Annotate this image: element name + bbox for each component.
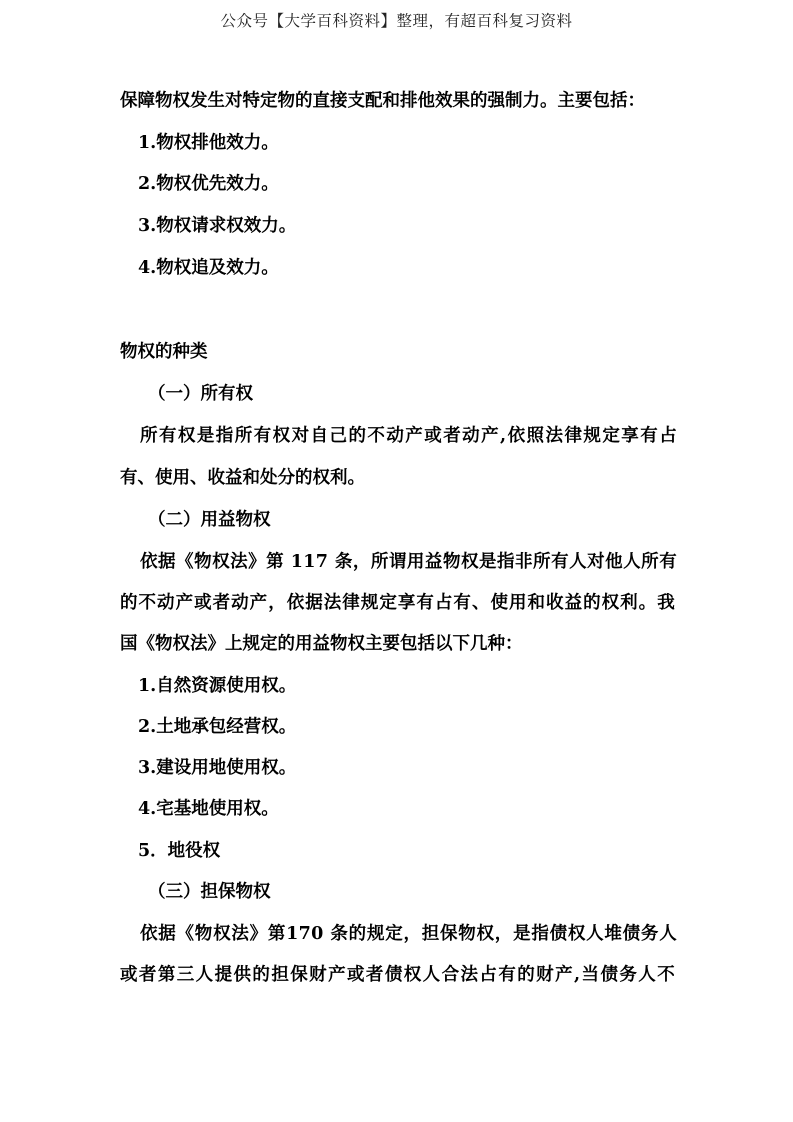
usufruct-item-3: 3.建设用地使用权。 [138, 758, 297, 778]
subsection-heading-3: （三）担保物权 [148, 882, 271, 902]
intro-paragraph: 保障物权发生对特定物的直接支配和排他效果的强制力。主要包括： [120, 91, 645, 111]
subsection-heading-2: （二）用益物权 [148, 510, 271, 530]
effect-item-3: 3.物权请求权效力。 [138, 216, 297, 236]
effect-item-1: 1.物权排他效力。 [138, 133, 279, 153]
ownership-para-line-1: 所有权是指所有权对自己的不动产或者动产,依照法律规定享有占 [140, 426, 677, 446]
security-para-line-2: 或者第三人提供的担保财产或者债权人合法占有的财产,当债务人不 [120, 965, 675, 985]
effect-item-4: 4.物权追及效力。 [138, 258, 279, 278]
usufruct-para-line-2: 的不动产或者动产，依据法律规定享有占有、使用和收益的权利。我 [120, 593, 675, 613]
usufruct-item-5: 5．地役权 [138, 841, 221, 861]
usufruct-item-2: 2.土地承包经营权。 [138, 717, 297, 737]
usufruct-para-line-3: 国《物权法》上规定的用益物权主要包括以下几种： [120, 634, 523, 654]
page-header: 公众号【大学百科资料】整理，有超百科复习资料 [220, 12, 573, 30]
usufruct-item-4: 4.宅基地使用权。 [138, 799, 279, 819]
ownership-para-line-2: 有、使用、收益和处分的权利。 [120, 468, 365, 488]
usufruct-para-line-1: 依据《物权法》第 117 条，所谓用益物权是指非所有人对他人所有 [140, 552, 677, 572]
section-title: 物权的种类 [120, 342, 208, 362]
subsection-heading-1: （一）所有权 [148, 384, 253, 404]
security-para-line-1: 依据《物权法》第170 条的规定，担保物权，是指债权人堆债务人 [140, 924, 677, 944]
usufruct-item-1: 1.自然资源使用权。 [138, 676, 297, 696]
effect-item-2: 2.物权优先效力。 [138, 174, 279, 194]
